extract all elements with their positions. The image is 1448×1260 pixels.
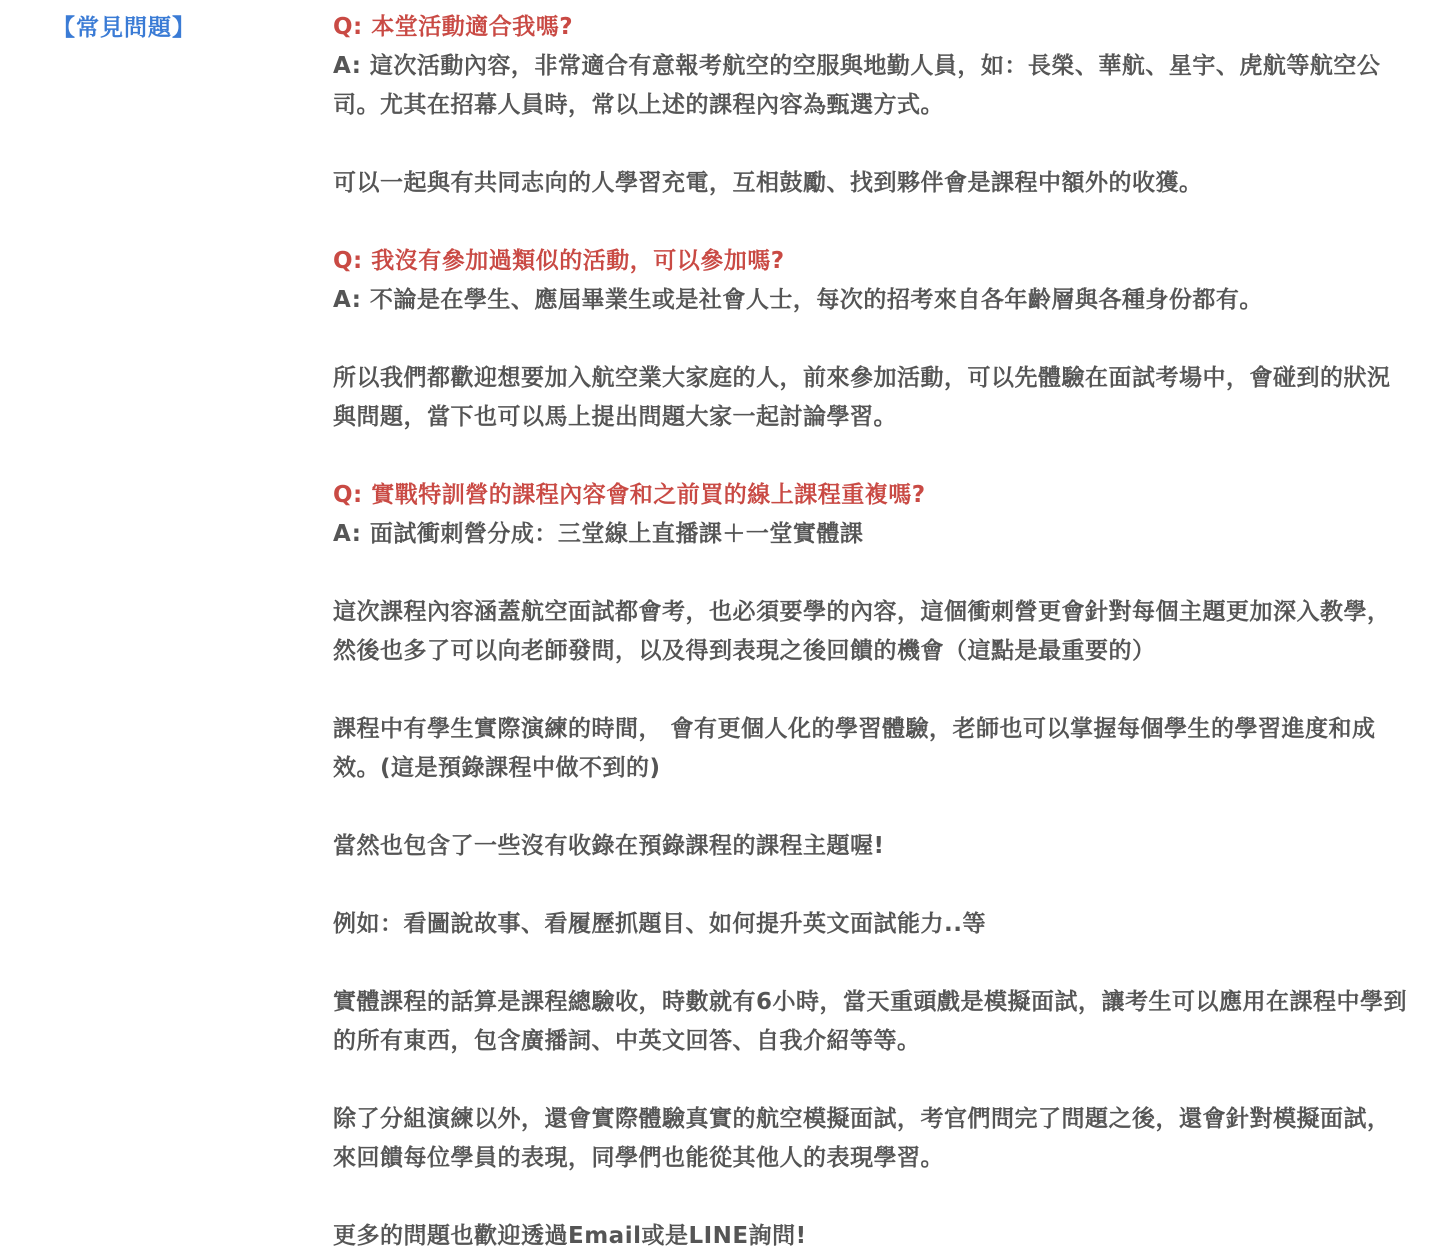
faq-paragraph xyxy=(333,827,1413,866)
faq-paragraph xyxy=(333,905,1413,944)
faq-question: Q: 我沒有參加過類似的活動，可以參加嗎? xyxy=(333,248,785,274)
faq-paragraph-text: 更多的問題也歡迎透過Email或是LINE詢問! xyxy=(333,1223,807,1249)
faq-paragraph xyxy=(333,593,1413,671)
faq-answer: A: 面試衝刺營分成：三堂線上直播課＋一堂實體課 xyxy=(333,521,864,547)
faq-answer: A: 這次活動內容，非常適合有意報考航空的空服與地勤人員，如：長榮、華航、星宇、虎航等航空公司。尤其在招幕人員時，常以上述的課程內容為甄選方式。 xyxy=(333,53,1381,118)
faq-answer: A: 不論是在學生、應屆畢業生或是社會人士，每次的招考來自各年齡層與各種身份都有。 xyxy=(333,287,1263,313)
faq-paragraph-text: 可以一起與有共同志向的人學習充電，互相鼓勵、找到夥伴會是課程中額外的收獲。 xyxy=(333,170,1203,196)
faq-paragraph-text: 所以我們都歡迎想要加入航空業大家庭的人，前來參加活動，可以先體驗在面試考場中，會碰到的狀況與問題，當下也可以馬上提出問題大家一起討論學習。 xyxy=(333,365,1391,430)
faq-content xyxy=(333,8,1413,1260)
faq-paragraph xyxy=(333,164,1413,203)
faq-paragraph xyxy=(333,359,1413,437)
faq-paragraph-text: 實體課程的話算是課程總驗收，時數就有6小時，當天重頭戲是模擬面試，讓考生可以應用在課程中學到的所有東西，包含廣播詞、中英文回答、自我介紹等等。 xyxy=(333,989,1408,1054)
faq-item-1-qa xyxy=(333,8,1413,125)
faq-paragraph-text: 課程中有學生實際演練的時間， 會有更個人化的學習體驗，老師也可以掌握每個學生的學習進度和成效。(這是預錄課程中做不到的) xyxy=(333,716,1376,781)
faq-paragraph xyxy=(333,983,1413,1061)
faq-paragraph xyxy=(333,1100,1413,1178)
faq-paragraph-text: 除了分組演練以外，還會實際體驗真實的航空模擬面試，考官們問完了問題之後，還會針對模擬面試，來回饋每位學員的表現，同學們也能從其他人的表現學習。 xyxy=(333,1106,1391,1171)
faq-paragraph-text: 這次課程內容涵蓋航空面試都會考，也必須要學的內容，這個衝刺營更會針對每個主題更加深入教學，然後也多了可以向老師發問，以及得到表現之後回饋的機會（這點是最重要的） xyxy=(333,599,1391,664)
faq-paragraph-text: 當然也包含了一些沒有收錄在預錄課程的課程主題喔! xyxy=(333,833,885,859)
faq-item-3-qa xyxy=(333,476,1413,554)
faq-paragraph-text: 例如：看圖說故事、看履歷抓題目、如何提升英文面試能力..等 xyxy=(333,911,986,937)
faq-paragraph xyxy=(333,1217,1413,1256)
faq-question: Q: 實戰特訓營的課程內容會和之前買的線上課程重複嗎? xyxy=(333,482,926,508)
faq-section-label: 【常見問題】 xyxy=(52,15,196,41)
faq-question: Q: 本堂活動適合我嗎? xyxy=(333,14,574,40)
faq-item-2-qa xyxy=(333,242,1413,320)
faq-paragraph xyxy=(333,710,1413,788)
